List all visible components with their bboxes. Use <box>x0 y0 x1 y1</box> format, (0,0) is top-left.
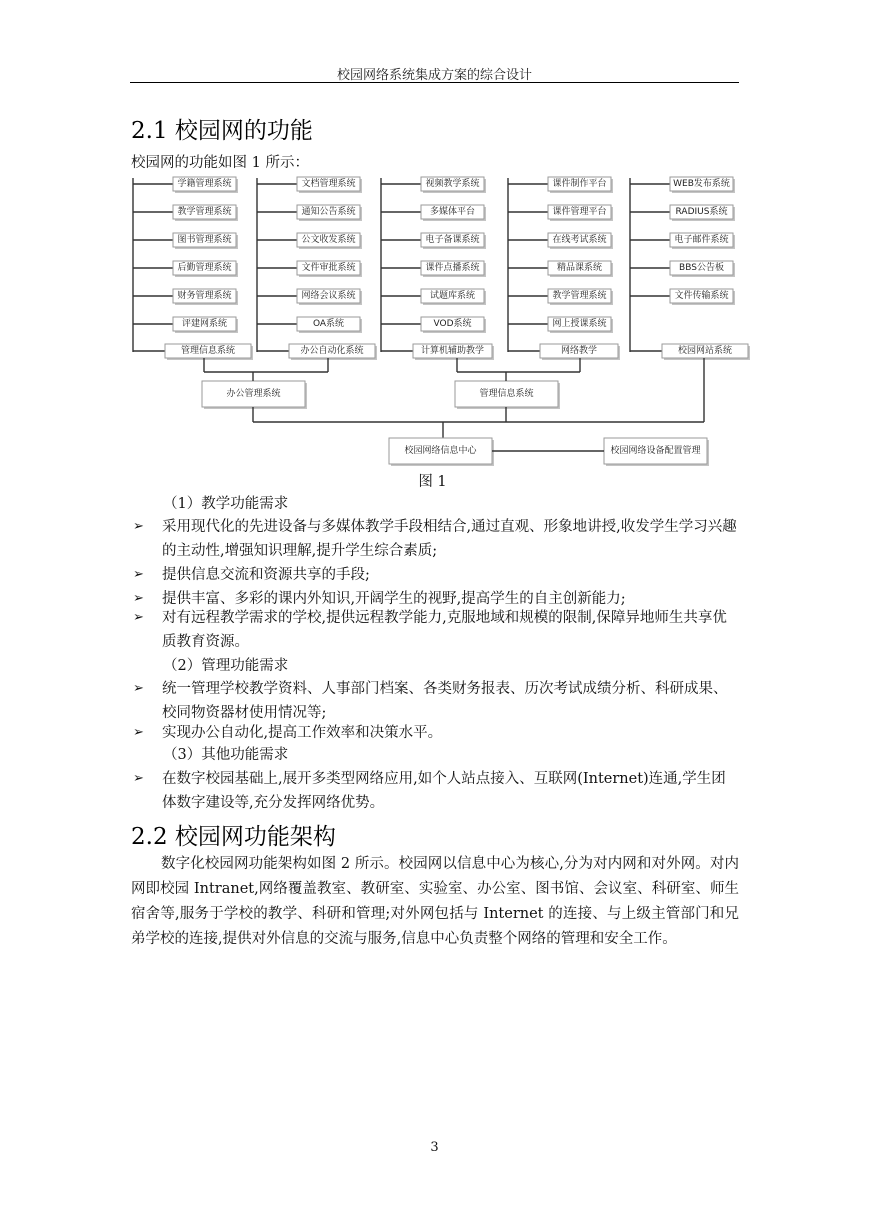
diagram-item-box <box>670 233 735 249</box>
svg-text:管理信息系统: 管理信息系统 <box>180 346 236 356</box>
diagram-item-box <box>670 205 735 221</box>
svg-text:财务管理系统: 财务管理系统 <box>177 291 232 301</box>
list-item: ➢ 在数字校园基础上,展开多类型网络应用,如个人站点接入、互联网(Internet)连通,学生团体数字建设等,充分发挥网络优势。 <box>133 767 739 815</box>
diagram-item-box <box>173 205 238 221</box>
diagram-item-box <box>173 177 238 193</box>
section-heading-2-1: 2.1 校园网的功能 <box>131 118 313 144</box>
svg-text:文件传输系统: 文件传输系统 <box>674 291 729 301</box>
svg-text:文档管理系统: 文档管理系统 <box>301 179 356 189</box>
diagram-item-box <box>548 317 613 333</box>
info-center-box <box>389 438 494 466</box>
svg-text:通知公告系统: 通知公告系统 <box>301 207 356 217</box>
svg-text:网上授课系统: 网上授课系统 <box>552 319 607 329</box>
svg-text:后勤管理系统: 后勤管理系统 <box>177 263 232 273</box>
other-title: （3）其他功能需求 <box>163 747 289 763</box>
svg-text:办公管理系统: 办公管理系统 <box>226 389 281 399</box>
diagram-item-box <box>173 289 238 305</box>
svg-text:课件管理平台: 课件管理平台 <box>552 207 607 217</box>
bullet-arrow-icon: ➢ <box>133 771 144 786</box>
management-info-box <box>455 381 560 409</box>
diagram-item-box <box>173 261 238 277</box>
svg-text:学籍管理系统: 学籍管理系统 <box>177 179 232 189</box>
figure-caption: 图 1 <box>418 474 447 490</box>
page-header-title: 校园网络系统集成方案的综合设计 <box>336 68 532 83</box>
architecture-paragraph: 数字化校园网功能架构如图 2 所示。校园网以信息中心为核心,分为对内网和对外网。对内网即校园 Intranet,网络覆盖教室、教研室、实验室、办公室、图书馆、会议室、科研室、师生宿舍等,服务于学校的教学、科研和管理;对外网包括与 Internet 的连接、与上级主管部门和兄弟学校的连接,提供对外信息的交流与服务,信息中心负责整个网络的管理和安全工作。 <box>131 856 739 947</box>
svg-text:教学管理系统: 教学管理系统 <box>552 291 607 301</box>
svg-text:RADIUS系统: RADIUS系统 <box>675 207 728 217</box>
function-diagram <box>0 0 869 480</box>
diagram-column-footer <box>540 344 620 360</box>
svg-text:校园网络设备配置管理: 校园网络设备配置管理 <box>610 446 701 456</box>
page-number: 3 <box>430 1140 439 1155</box>
svg-text:办公自动化系统: 办公自动化系统 <box>300 346 364 356</box>
diagram-column-footer <box>413 344 494 360</box>
svg-text:校园网站系统: 校园网站系统 <box>677 346 733 356</box>
svg-text:多媒体平台: 多媒体平台 <box>429 207 476 217</box>
bullet-arrow-icon: ➢ <box>133 725 144 740</box>
svg-text:网络教学: 网络教学 <box>560 346 598 356</box>
diagram-item-box <box>297 205 362 221</box>
diagram-item-box <box>297 261 362 277</box>
svg-text:文件审批系统: 文件审批系统 <box>301 263 356 273</box>
diagram-item-box <box>297 177 362 193</box>
diagram-item-box <box>297 233 362 249</box>
diagram-item-box <box>421 233 486 249</box>
intro-text: 校园网的功能如图 1 所示： <box>131 155 309 171</box>
diagram-item-box <box>421 261 486 277</box>
svg-text:校园网络信息中心: 校园网络信息中心 <box>404 446 477 456</box>
diagram-item-box <box>548 205 613 221</box>
svg-text:试题库系统: 试题库系统 <box>429 291 476 301</box>
diagram-item-box <box>670 177 735 193</box>
diagram-column-footer <box>289 344 377 360</box>
list-item: ➢ 统一管理学校教学资料、人事部门档案、各类财务报表、历次考试成绩分析、科研成果、校同物资器材使用情况等; <box>133 677 739 725</box>
svg-text:VOD系统: VOD系统 <box>433 319 472 329</box>
svg-text:WEB发布系统: WEB发布系统 <box>673 179 730 189</box>
diagram-column-footer <box>165 344 253 360</box>
diagram-item-box <box>548 177 613 193</box>
svg-text:OA系统: OA系统 <box>312 319 345 329</box>
svg-text:管理信息系统: 管理信息系统 <box>479 389 534 399</box>
diagram-item-box <box>421 317 486 333</box>
list-item: ➢ 提供丰富、多彩的课内外知识,开阔学生的视野,提高学生的自主创新能力; <box>133 587 739 611</box>
teaching-title: （1）教学功能需求 <box>163 496 289 512</box>
diagram-item-box <box>548 289 613 305</box>
svg-text:网络会议系统: 网络会议系统 <box>301 291 356 301</box>
bullet-arrow-icon: ➢ <box>133 610 144 625</box>
management-title: （2）管理功能需求 <box>163 658 289 674</box>
diagram-item-box <box>548 261 613 277</box>
bullet-arrow-icon: ➢ <box>133 681 144 696</box>
svg-text:电子邮件系统: 电子邮件系统 <box>674 235 729 245</box>
diagram-item-box <box>670 289 735 305</box>
svg-text:图书管理系统: 图书管理系统 <box>177 235 232 245</box>
svg-text:评建网系统: 评建网系统 <box>181 319 228 329</box>
office-management-box <box>202 381 307 409</box>
svg-text:公文收发系统: 公文收发系统 <box>301 235 356 245</box>
diagram-item-box <box>297 317 362 333</box>
diagram-item-box <box>421 205 486 221</box>
svg-text:精品课系统: 精品课系统 <box>556 263 603 273</box>
bullet-arrow-icon: ➢ <box>133 567 144 582</box>
diagram-item-box <box>421 177 486 193</box>
diagram-item-box <box>670 261 735 277</box>
diagram-item-box <box>173 233 238 249</box>
list-item: ➢ 采用现代化的先进设备与多媒体教学手段相结合,通过直观、形象地讲授,收发学生学习兴趣的主动性,增强知识理解,提升学生综合素质; <box>133 515 739 563</box>
svg-text:教学管理系统: 教学管理系统 <box>177 207 232 217</box>
diagram-item-box <box>548 233 613 249</box>
diagram-item-box <box>173 317 238 333</box>
svg-text:在线考试系统: 在线考试系统 <box>552 235 607 245</box>
svg-text:BBS公告板: BBS公告板 <box>679 263 724 273</box>
list-item: ➢ 实现办公自动化,提高工作效率和决策水平。 <box>133 721 739 745</box>
diagram-item-box <box>297 289 362 305</box>
svg-text:视频教学系统: 视频教学系统 <box>425 179 480 189</box>
svg-text:课件点播系统: 课件点播系统 <box>425 263 480 273</box>
diagram-column-footer <box>662 344 750 360</box>
list-item: ➢ 提供信息交流和资源共享的手段; <box>133 563 739 587</box>
svg-text:课件制作平台: 课件制作平台 <box>552 179 607 189</box>
svg-text:计算机辅助教学: 计算机辅助教学 <box>420 346 485 356</box>
section-heading-2-2: 2.2 校园网功能架构 <box>131 824 336 850</box>
list-item: ➢ 对有远程教学需求的学校,提供远程教学能力,克服地域和规模的限制,保障异地师生共享优质教育资源。 <box>133 606 739 654</box>
bullet-arrow-icon: ➢ <box>133 519 144 534</box>
svg-text:电子备课系统: 电子备课系统 <box>425 235 480 245</box>
diagram-item-box <box>421 289 486 305</box>
device-config-box <box>604 438 709 466</box>
bullet-arrow-icon: ➢ <box>133 591 144 606</box>
